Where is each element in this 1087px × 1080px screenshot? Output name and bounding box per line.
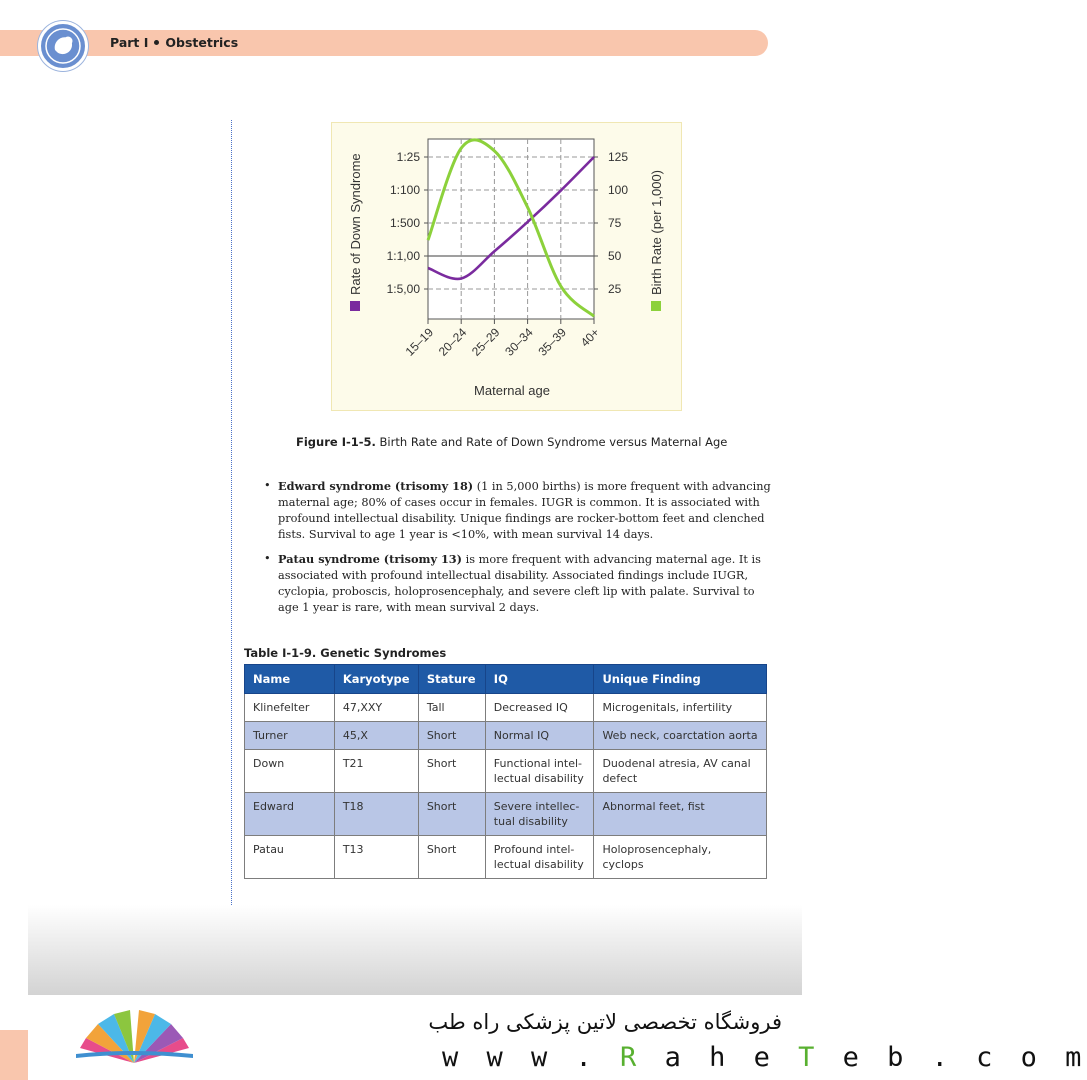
left-axis-label: Rate of Down Syndrome — [348, 153, 363, 295]
table-row — [245, 836, 767, 879]
table-cell: Down — [245, 750, 335, 793]
right-tick-label: 75 — [608, 216, 622, 230]
left-tick-label: 1:25 — [396, 150, 420, 164]
url-part: e b . c o m — [820, 1042, 1087, 1073]
table-cell: Microgenitals, infertility — [594, 694, 767, 722]
bullet-dot-icon — [154, 40, 159, 45]
table-cell: Functional intel- lectual disability — [485, 750, 594, 793]
table-cell: Short — [418, 722, 485, 750]
bullet-icon: • — [264, 552, 271, 565]
left-tick-label: 1:500 — [389, 216, 420, 230]
column-header: Stature — [418, 665, 485, 694]
syndrome-bullet-list — [262, 478, 772, 624]
table-cell: Tall — [418, 694, 485, 722]
genetic-syndromes-table — [244, 664, 767, 879]
margin-rule — [231, 120, 232, 995]
table-cell: Abnormal feet, fist — [594, 793, 767, 836]
x-tick-label: 15–19 — [402, 325, 437, 359]
table-cell: T18 — [334, 793, 418, 836]
right-tick-label: 50 — [608, 249, 622, 263]
footer-accent-bar — [0, 1030, 28, 1080]
table-cell: T13 — [334, 836, 418, 879]
running-header — [110, 35, 238, 50]
table-cell: Decreased IQ — [485, 694, 594, 722]
table-cell: Short — [418, 836, 485, 879]
url-part: a h e — [642, 1042, 799, 1073]
table-title: Table I-1-9. Genetic Syndromes — [244, 646, 447, 660]
left-tick-label: 1:1,00 — [386, 249, 420, 263]
url-part-accent: R — [620, 1042, 643, 1073]
fetus-logo-icon — [38, 21, 88, 71]
figure-caption-text: Birth Rate and Rate of Down Syndrome versus Maternal Age — [379, 435, 728, 449]
left-legend-swatch — [350, 301, 360, 311]
x-tick-label: 40+ — [577, 325, 603, 350]
figure-caption — [296, 435, 727, 449]
x-tick-label: 30–34 — [502, 325, 536, 359]
table-cell: Duodenal atresia, AV canal defect — [594, 750, 767, 793]
right-tick-label: 100 — [608, 183, 629, 197]
table-cell: Turner — [245, 722, 335, 750]
table-cell: 47,XXY — [334, 694, 418, 722]
url-part: w w w . — [442, 1042, 621, 1073]
table-cell: Normal IQ — [485, 722, 594, 750]
right-legend-swatch — [651, 301, 661, 311]
left-tick-label: 1:100 — [389, 183, 420, 197]
bullet-icon: • — [264, 479, 271, 492]
table-cell: Profound intel- lectual disability — [485, 836, 594, 879]
x-tick-label: 35–39 — [535, 325, 569, 359]
x-tick-label: 20–24 — [435, 325, 470, 359]
table-cell: Klinefelter — [245, 694, 335, 722]
column-header: Karyotype — [334, 665, 418, 694]
table-row — [245, 722, 767, 750]
bullet-text: is more frequent with advancing maternal age. It is associated with profound intellectual disability. Associated findings include IUGR, cyclopia, proboscis, holoprosencephaly, and severe cleft lip with palate. Survival to age 1 year is rare, with mean survival 2 days. — [278, 553, 761, 614]
x-axis-label: Maternal age — [474, 383, 550, 398]
down-syndrome-chart — [332, 123, 681, 410]
right-tick-label: 25 — [608, 282, 622, 296]
bullet-text: (1 in 5,000 births) is more frequent with advancing maternal age; 80% of cases occur in females. IUGR is common. It is associated with profound intellectual disability. Unique findings are rocker-bottom feet and clenched fists. Survival to age 1 year is <10%, with mean survival 14 days. — [278, 480, 771, 541]
x-tick-label: 25–29 — [469, 325, 503, 359]
table-cell: Holoprosencephaly, cyclops — [594, 836, 767, 879]
table-cell: Short — [418, 750, 485, 793]
table-header-row — [245, 665, 767, 694]
table-row — [245, 694, 767, 722]
store-name: فروشگاه تخصصی لاتین پزشکی راه طب — [428, 1010, 782, 1034]
figure-panel — [331, 122, 682, 411]
left-tick-label: 1:5,00 — [386, 282, 420, 296]
table-cell: Severe intellec- tual disability — [485, 793, 594, 836]
table-row — [245, 793, 767, 836]
bullet-edward — [262, 478, 772, 543]
figure-caption-label: Figure I-1-5. — [296, 435, 376, 449]
column-header: Name — [245, 665, 335, 694]
open-book-logo-icon — [72, 1008, 197, 1070]
store-url — [442, 1042, 1087, 1073]
table-cell: 45,X — [334, 722, 418, 750]
table-cell: Web neck, coarctation aorta — [594, 722, 767, 750]
table-cell: Patau — [245, 836, 335, 879]
url-part-accent: T — [798, 1042, 821, 1073]
column-header: IQ — [485, 665, 594, 694]
bullet-title: Patau syndrome (trisomy 13) — [278, 552, 463, 566]
table-cell: T21 — [334, 750, 418, 793]
bullet-title: Edward syndrome (trisomy 18) — [278, 479, 474, 493]
table-cell: Edward — [245, 793, 335, 836]
bullet-patau — [262, 551, 772, 616]
header-section: Obstetrics — [165, 35, 239, 50]
right-tick-label: 125 — [608, 150, 629, 164]
table-cell: Short — [418, 793, 485, 836]
right-axis-label: Birth Rate (per 1,000) — [649, 169, 664, 295]
header-part: Part I — [110, 35, 149, 50]
footer-shade — [28, 905, 802, 995]
table-row — [245, 750, 767, 793]
column-header: Unique Finding — [594, 665, 767, 694]
